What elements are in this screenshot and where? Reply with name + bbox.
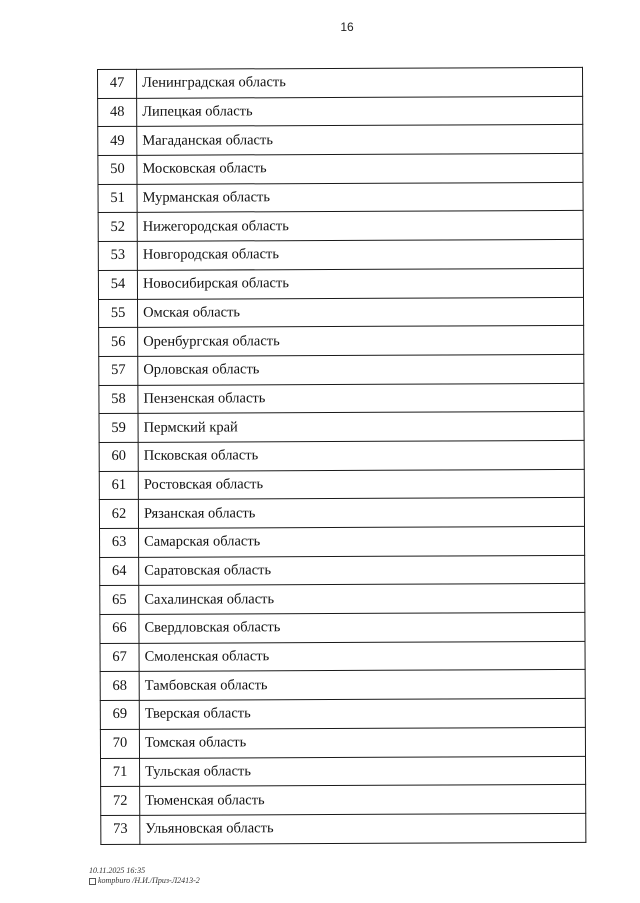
table-row — [99, 498, 584, 529]
table-row — [98, 96, 583, 127]
table-row — [100, 727, 585, 758]
region-number: 57 — [99, 356, 138, 385]
checkbox-marker-icon — [89, 878, 96, 885]
region-name: Рязанская область — [138, 498, 584, 529]
region-number: 49 — [98, 127, 137, 156]
region-name: Тульская область — [140, 756, 586, 787]
region-name: Пензенская область — [138, 383, 584, 414]
table-row — [100, 526, 585, 557]
table-row — [98, 268, 583, 299]
table-row — [100, 699, 585, 730]
footer-doc-ref-line — [89, 876, 200, 886]
region-number: 67 — [100, 643, 139, 672]
region-number: 73 — [101, 815, 140, 844]
region-name: Свердловская область — [139, 612, 585, 643]
region-name: Ростовская область — [138, 469, 584, 500]
table-row — [98, 182, 583, 213]
table-row — [98, 67, 583, 98]
region-name: Магаданская область — [137, 125, 583, 156]
region-number: 70 — [100, 729, 139, 758]
region-name: Саратовская область — [139, 555, 585, 586]
page-number: 16 — [340, 20, 354, 34]
region-number: 50 — [98, 155, 137, 184]
document-footer — [89, 866, 200, 886]
region-name: Псковская область — [138, 440, 584, 471]
region-name: Новгородская область — [137, 240, 583, 271]
region-number: 54 — [98, 270, 137, 299]
table-row — [98, 153, 583, 184]
region-number: 47 — [98, 69, 137, 98]
region-name: Тюменская область — [140, 785, 586, 816]
region-number: 51 — [98, 184, 137, 213]
table-row — [100, 641, 585, 672]
region-number: 72 — [101, 787, 140, 816]
region-number: 62 — [99, 500, 138, 529]
region-name: Ульяновская область — [140, 813, 586, 844]
region-name: Сахалинская область — [139, 584, 585, 615]
table-row — [101, 756, 586, 787]
region-name: Орловская область — [138, 354, 584, 385]
region-name: Тверская область — [139, 699, 585, 730]
region-number: 66 — [100, 614, 139, 643]
regions-table — [97, 67, 586, 845]
table-row — [99, 412, 584, 443]
region-number: 52 — [98, 213, 137, 242]
region-name: Пермский край — [138, 412, 584, 443]
table-row — [98, 211, 583, 242]
region-number: 59 — [99, 414, 138, 443]
region-name: Нижегородская область — [137, 211, 583, 242]
region-name: Ленинградская область — [137, 67, 583, 98]
region-number: 48 — [98, 98, 137, 127]
table-row — [99, 469, 584, 500]
region-name: Московская область — [137, 153, 583, 184]
region-number: 56 — [99, 328, 138, 357]
table-row — [98, 125, 583, 156]
region-name: Тамбовская область — [139, 670, 585, 701]
footer-timestamp: 10.11.2025 16:35 — [89, 866, 146, 875]
region-name: Омская область — [138, 297, 584, 328]
table-row — [100, 584, 585, 615]
region-name: Новосибирская область — [137, 268, 583, 299]
table-row — [98, 240, 583, 271]
table-row — [100, 670, 585, 701]
region-number: 63 — [100, 528, 139, 557]
region-name: Оренбургская область — [138, 326, 584, 357]
table-row — [99, 440, 584, 471]
region-number: 68 — [100, 672, 139, 701]
region-number: 61 — [99, 471, 138, 500]
table-row — [99, 326, 584, 357]
region-name: Мурманская область — [137, 182, 583, 213]
table-row — [100, 555, 585, 586]
region-number: 65 — [100, 586, 139, 615]
region-name: Самарская область — [139, 526, 585, 557]
region-number: 64 — [100, 557, 139, 586]
region-number: 60 — [99, 442, 138, 471]
region-number: 71 — [101, 758, 140, 787]
region-number: 53 — [98, 241, 137, 270]
table-row — [99, 354, 584, 385]
regions-table-body — [98, 67, 586, 844]
table-row — [99, 383, 584, 414]
region-name: Смоленская область — [139, 641, 585, 672]
table-row — [101, 813, 586, 844]
table-row — [100, 612, 585, 643]
region-number: 69 — [100, 700, 139, 729]
region-number: 55 — [99, 299, 138, 328]
region-name: Томская область — [139, 727, 585, 758]
table-row — [101, 785, 586, 816]
footer-doc-ref: kompburo /Н.И./Приз-Л2413-2 — [98, 876, 200, 885]
table-row — [99, 297, 584, 328]
region-name: Липецкая область — [137, 96, 583, 127]
region-number: 58 — [99, 385, 138, 414]
